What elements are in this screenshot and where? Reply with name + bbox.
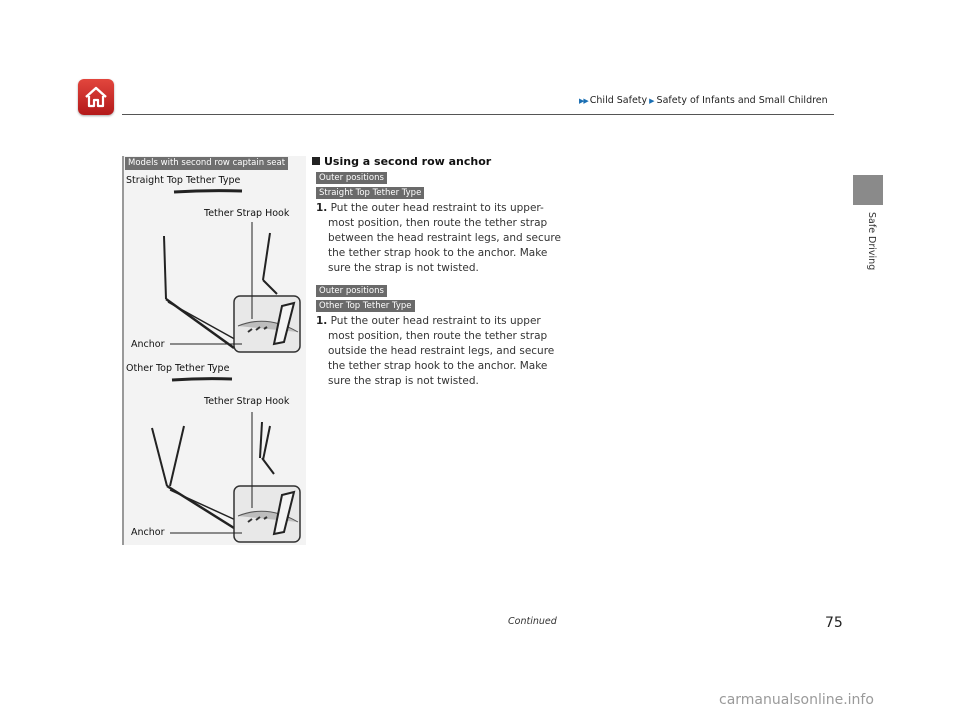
breadcrumb <box>579 95 828 106</box>
tether-strap-hook-label: Tether Strap Hook <box>204 396 290 407</box>
step-straight: 1. Put the outer head restraint to its upper- most position, then route the tether strap between the head restraint legs, and secure the tether strap hook to the anchor. Make sure the strap is not twisted. <box>316 202 561 274</box>
figure-title-other: Other Top Tether Type <box>126 363 230 374</box>
chapter-tab-marker[interactable] <box>853 175 883 205</box>
tag-outer-positions: Outer positions <box>316 285 387 297</box>
square-bullet-icon <box>312 157 320 165</box>
tether-strap <box>167 486 234 528</box>
tether-strap-hook-label: Tether Strap Hook <box>204 208 290 219</box>
chapter-tab-label: Safe Driving <box>866 212 877 271</box>
head-restraint-leg-right <box>263 233 270 280</box>
continued-label: Continued <box>508 616 557 627</box>
anchor-label: Anchor <box>131 339 165 350</box>
tag-other-top-tether: Other Top Tether Type <box>316 300 415 312</box>
double-arrow-icon: ▶▶ <box>579 97 588 105</box>
other-tether-drawing <box>152 422 300 542</box>
straight-tether-drawing <box>164 233 300 352</box>
model-badge: Models with second row captain seat <box>125 157 288 170</box>
head-restraint-leg-right <box>260 422 262 458</box>
breadcrumb-item-child-safety[interactable]: Child Safety <box>589 95 648 106</box>
page-number: 75 <box>825 615 843 631</box>
home-icon <box>83 84 109 110</box>
step-other: 1. Put the outer head restraint to its upper most position, then route the tether strap outside the head restraint legs, and secure the tether strap hook to the anchor. Make sure the strap is not twisted. <box>316 315 555 387</box>
breadcrumb-item-safety-of-infants[interactable]: Safety of Infants and Small Children <box>656 95 828 106</box>
arrow-icon: ▶ <box>649 97 655 105</box>
anchor-label: Anchor <box>131 527 165 538</box>
tag-outer-positions: Outer positions <box>316 172 387 184</box>
home-button[interactable] <box>78 79 114 115</box>
figure-title-straight: Straight Top Tether Type <box>126 175 241 186</box>
watermark: carmanualsonline.info <box>719 692 874 708</box>
head-restraint-leg-left <box>164 236 166 299</box>
head-restraint-leg-left <box>152 428 167 486</box>
header-divider <box>122 114 834 115</box>
tag-straight-top-tether: Straight Top Tether Type <box>316 187 424 199</box>
section-title: Using a second row anchor <box>312 155 491 168</box>
